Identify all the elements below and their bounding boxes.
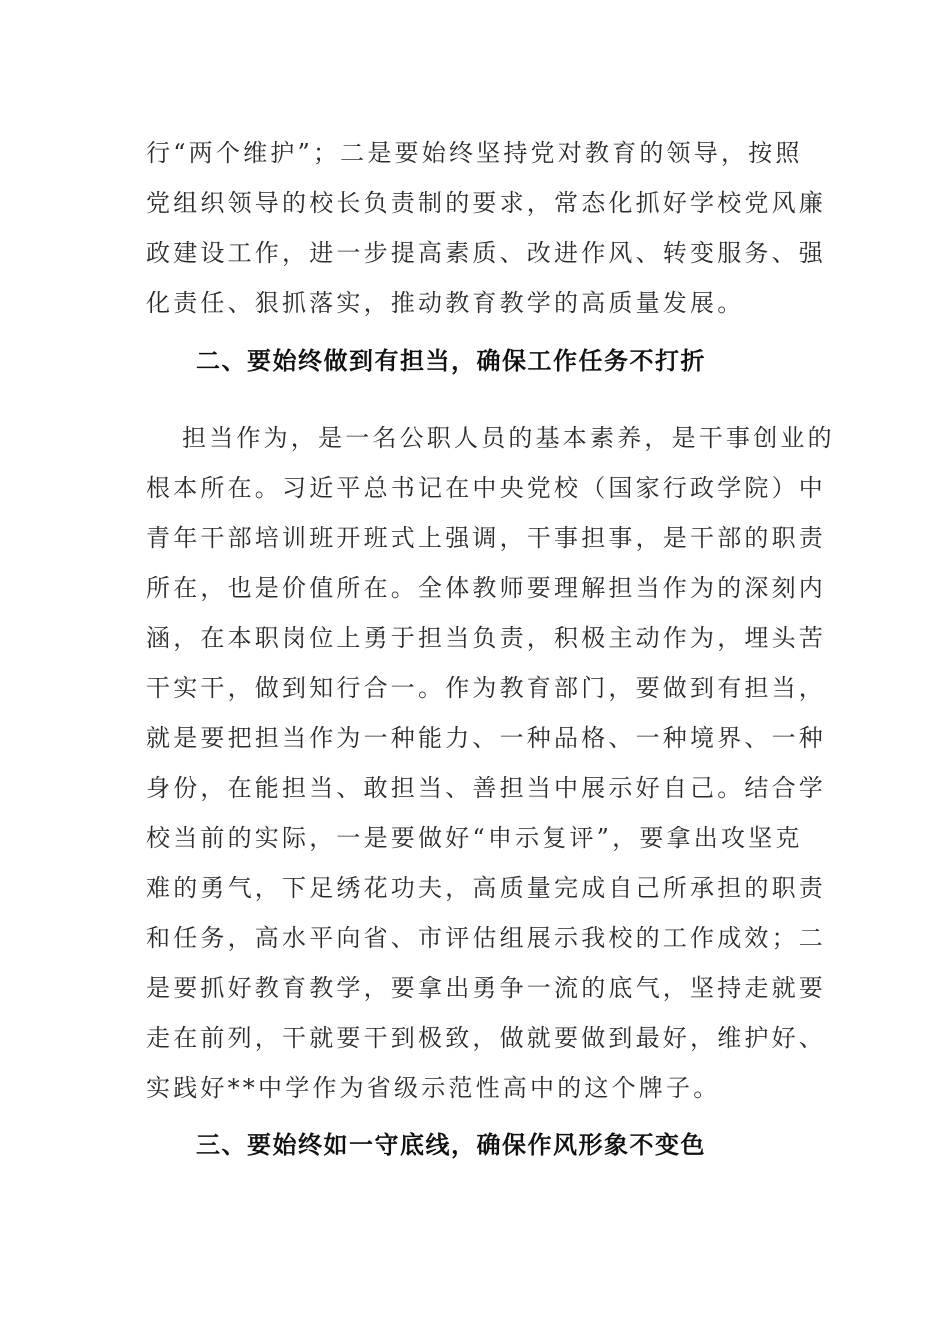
paragraph-line: 根本所在。习近平总书记在中央党校（国家行政学院）中 (146, 474, 826, 502)
paragraph-line: 党组织领导的校长负责制的要求，常态化抓好学校党风廉 (146, 189, 826, 217)
paragraph-line: 担当作为，是一名公职人员的基本素养，是干事创业的 (182, 424, 835, 452)
paragraph-line: 和任务，高水平向省、市评估组展示我校的工作成效；二 (146, 924, 826, 952)
paragraph-line: 走在前列，干就要干到极致，做就要做到最好，维护好、 (146, 1024, 826, 1052)
paragraph-line: 所在，也是价值所在。全体教师要理解担当作为的深刻内 (146, 574, 826, 602)
paragraph-line: 行“两个维护”；二是要始终坚持党对教育的领导，按照 (146, 139, 803, 167)
paragraph-line: 是要抓好教育教学，要拿出勇争一流的底气，坚持走就要 (146, 974, 826, 1002)
paragraph-line: 涵，在本职岗位上勇于担当负责，积极主动作为，埋头苦 (146, 624, 826, 652)
paragraph-line: 化责任、狠抓落实，推动教育教学的高质量发展。 (146, 289, 745, 317)
paragraph-line: 难的勇气，下足绣花功夫，高质量完成自己所承担的职责 (146, 874, 826, 902)
paragraph-line: 就是要把担当作为一种能力、一种品格、一种境界、一种 (146, 724, 826, 752)
section-heading-3: 三、要始终如一守底线，确保作风形象不变色 (196, 1131, 706, 1159)
paragraph-line: 身份，在能担当、敢担当、善担当中展示好自己。结合学 (146, 774, 826, 802)
section-heading-2: 二、要始终做到有担当，确保工作任务不打折 (196, 347, 706, 375)
paragraph-line: 政建设工作，进一步提高素质、改进作风、转变服务、强 (146, 239, 826, 267)
paragraph-line: 干实干，做到知行合一。作为教育部门，要做到有担当， (146, 674, 826, 702)
paragraph-line: 青年干部培训班开班式上强调，干事担事，是干部的职责 (146, 524, 826, 552)
paragraph-line: 实践好**中学作为省级示范性高中的这个牌子。 (146, 1074, 721, 1102)
paragraph-line: 校当前的实际，一是要做好“申示复评”，要拿出攻坚克 (146, 824, 803, 852)
